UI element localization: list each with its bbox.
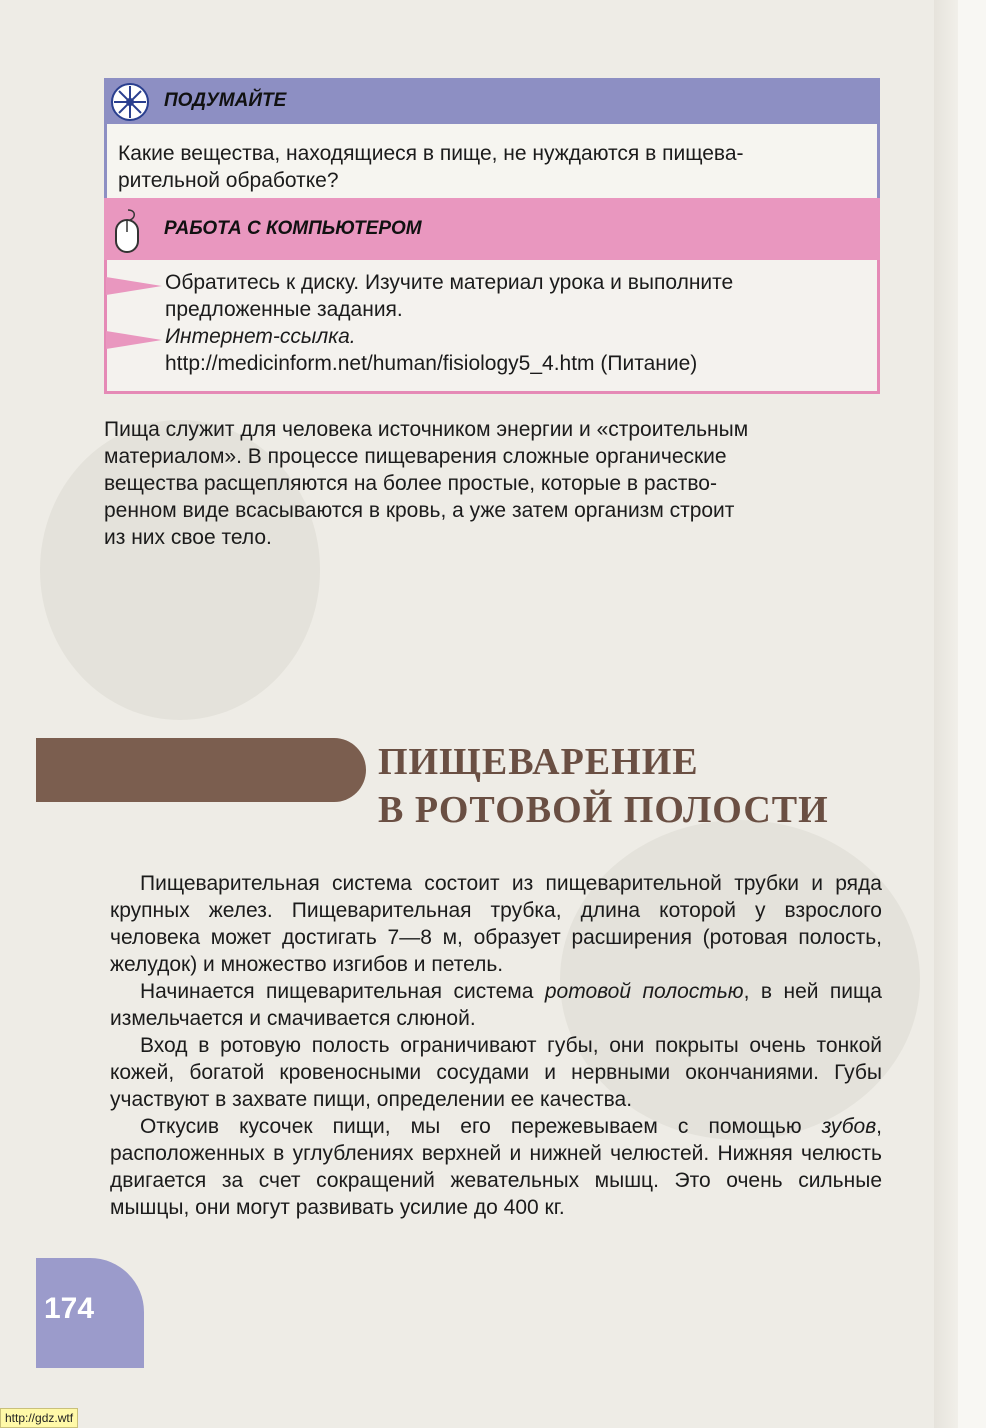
text-run: Начинается пищеварительная система (140, 980, 545, 1003)
paragraph: Вход в ротовую полость ограничивают губы, они покрыты очень тонкой кожей, богатой кровеносными сосудами и нервными окончаниями. Губы участвуют в захвате пищи, определении ее качества. (110, 1034, 882, 1111)
think-title: ПОДУМАЙТЕ (164, 90, 287, 111)
arrow-marker (106, 331, 162, 349)
heading-line: В РОТОВОЙ ПОЛОСТИ (378, 789, 829, 831)
italic-term: ротовой полостью (544, 980, 744, 1003)
intro-line: материалом». В процессе пищеварения сложные органические (104, 445, 727, 468)
page-number: 174 (44, 1292, 95, 1325)
computer-line: Обратитесь к диску. Изучите материал урока и выполните (165, 271, 734, 294)
intro-line: ренном виде всасываются в кровь, а уже затем организм строит (104, 499, 735, 522)
italic-term: зубов (821, 1115, 877, 1138)
text-run: , расположенных в углублениях верхней и нижней челюстей. Нижняя челюсть двигается за счет сокращений жевательных мышц. Это очень сильные мышцы, они могут развивать усилие до 400 кг. (110, 1115, 882, 1219)
heading-line: ПИЩЕВАРЕНИЕ (378, 741, 699, 783)
arrow-marker (106, 277, 162, 295)
internet-link-label: Интернет-ссылка. (165, 325, 356, 348)
heading-bar (36, 738, 366, 802)
watermark[interactable]: http://gdz.wtf (0, 1408, 78, 1428)
mouse-icon (108, 208, 148, 256)
intro-line: из них свое тело. (104, 526, 272, 549)
intro-line: вещества расщепляются на более простые, которые в раство- (104, 472, 717, 495)
text-run: Откусив кусочек пищи, мы его пережевываем с помощью (140, 1115, 822, 1138)
section-heading (378, 738, 898, 834)
page-shadow (934, 0, 958, 1428)
star-burst-icon (108, 80, 152, 124)
paragraph: Пищеварительная система состоит из пищеварительной трубки и ряда крупных желез. Пищеварительная трубка, длина которой у взрослого человека может достигать 7—8 м, образует расширения (ротовая полость, желудок) и множество изгибов и петель. (110, 872, 882, 976)
paragraph (110, 978, 882, 1032)
think-question (118, 140, 870, 194)
internet-link[interactable]: http://medicinform.net/human/fisiology5_4.htm (Питание) (165, 352, 698, 375)
computer-title: РАБОТА С КОМПЬЮТЕРОМ (164, 218, 422, 239)
think-line: рительной обработке? (118, 169, 339, 192)
page-edge (958, 0, 986, 1428)
paragraph (110, 1113, 882, 1221)
intro-paragraph (104, 416, 864, 551)
computer-line: предложенные задания. (165, 298, 403, 321)
intro-line: Пища служит для человека источником энергии и «строительным (104, 418, 749, 441)
text-run: , в ней пища измельчается и смачивается слюной. (110, 980, 882, 1030)
body-text (110, 870, 882, 1221)
computer-text (165, 269, 877, 377)
think-line: Какие вещества, находящиеся в пище, не нуждаются в пищева- (118, 142, 744, 165)
